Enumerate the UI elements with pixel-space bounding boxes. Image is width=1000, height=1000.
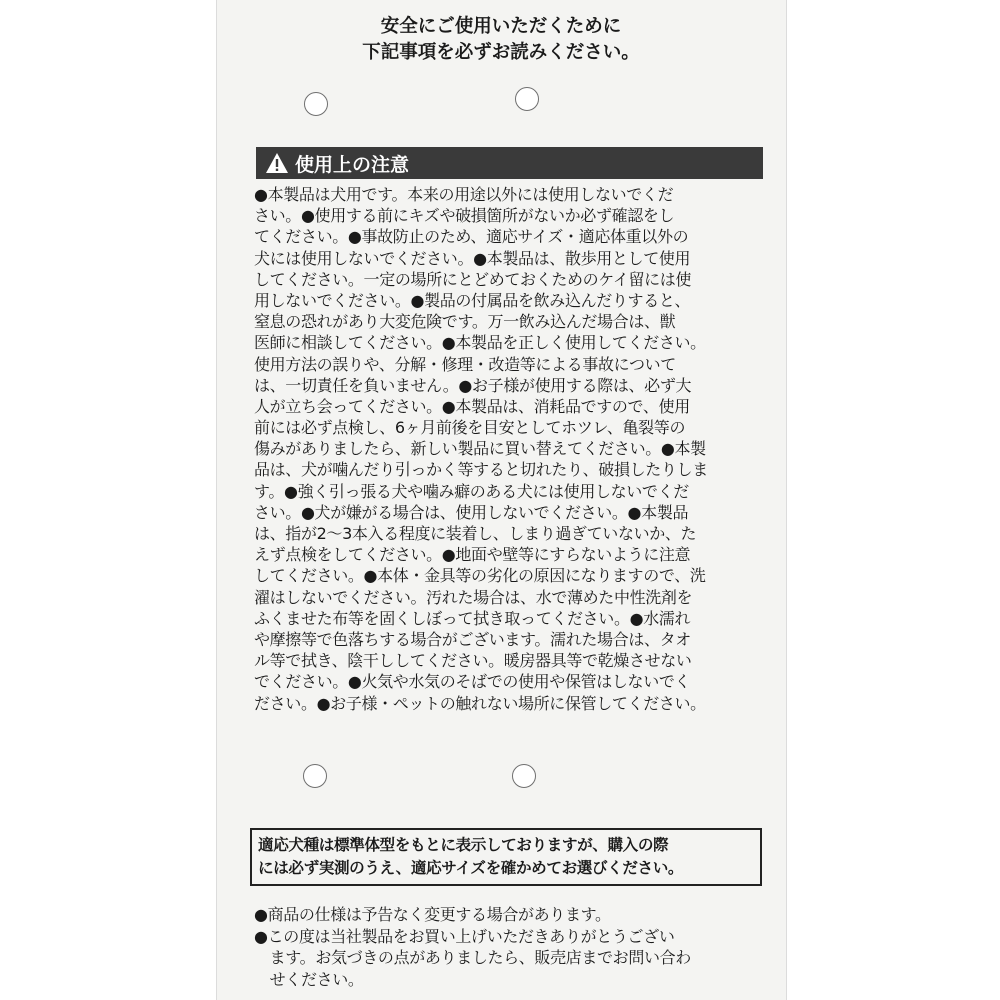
- caution-line: 傷みがありましたら、新しい製品に買い替えてください。●本製: [254, 439, 706, 459]
- caution-line: 使用方法の誤りや、分解・修理・改造等による事故について: [254, 354, 676, 374]
- punch-hole: [303, 764, 327, 788]
- caution-line: さい。●犬が嫌がる場合は、使用しないでください。●本製品: [254, 502, 689, 522]
- caution-line: は、一切責任を負いません。●お子様が使用する際は、必ず大: [254, 375, 692, 395]
- footer-line: せください。: [254, 969, 364, 989]
- size-fit-notice-box: [250, 828, 762, 886]
- caution-line: ださい。●お子様・ペットの触れない場所に保管してください。: [254, 693, 706, 713]
- punch-hole: [512, 764, 536, 788]
- caution-header-bar: [256, 147, 763, 179]
- caution-line: 品は、犬が噛んだり引っかく等すると切れたり、破損したりしま: [254, 460, 708, 480]
- caution-line: えず点検をしてください。●地面や壁等にすらないように注意: [254, 545, 691, 565]
- punch-hole: [515, 87, 539, 111]
- caution-line: してください。一定の場所にとどめておくためのケイ留には使: [254, 269, 692, 289]
- caution-line: は、指が2～3本入る程度に装着し、しまり過ぎていないか、た: [254, 524, 697, 543]
- caution-line: や摩擦等で色落ちする場合がございます。濡れた場合は、タオ: [254, 629, 691, 649]
- size-fit-notice-line-2: には必ず実測のうえ、適応サイズを確かめてお選びください。: [258, 859, 684, 877]
- caution-line: す。●強く引っ張る犬や噛み癖のある犬には使用しないでくだ: [254, 481, 689, 501]
- caution-line: ●本製品は犬用です。本来の用途以外には使用しないでくだ: [254, 185, 674, 204]
- card-right-edge: [786, 0, 787, 1000]
- warning-triangle-icon: [265, 152, 289, 174]
- caution-body-text: [254, 184, 768, 714]
- caution-title: 使用上の注意: [295, 153, 410, 176]
- safety-heading: [216, 14, 786, 66]
- safety-heading-line-2: 下記事項を必ずお読みください。: [362, 42, 640, 63]
- caution-line: でください。●火気や水気のそばでの使用や保管はしないでく: [254, 672, 691, 692]
- card-left-edge: [216, 0, 217, 1000]
- caution-line: 濯はしないでください。汚れた場合は、水で薄めた中性洗剤を: [254, 587, 693, 607]
- caution-line: 犬には使用しないでください。●本製品は、散歩用として使用: [254, 248, 691, 268]
- caution-line: ふくませた布等を固くしぼって拭き取ってください。●水濡れ: [254, 608, 691, 628]
- size-fit-notice-line-1: 適応犬種は標準体型をもとに表示しておりますが、購入の際: [258, 836, 669, 854]
- caution-line: 人が立ち会ってください。●本製品は、消耗品ですので、使用: [254, 396, 690, 416]
- caution-line: してください。●本体・金具等の劣化の原因になりますので、洗: [254, 566, 706, 586]
- caution-line: てください。●事故防止のため、適応サイズ・適応体重以外の: [254, 227, 689, 247]
- caution-line: ル等で拭き、陰干ししてください。暖房器具等で乾燥させない: [254, 651, 692, 671]
- caution-line: 前には必ず点検し、6ヶ月前後を目安としてホツレ、亀裂等の: [254, 418, 686, 438]
- footer-line: ●商品の仕様は予告なく変更する場合があります。: [254, 905, 611, 924]
- footer-line: ●この度は当社製品をお買い上げいただきありがとうござい: [254, 926, 675, 946]
- safety-heading-line-1: 安全にご使用いただくために: [380, 16, 622, 37]
- footer-line: ます。お気づきの点がありましたら、販売店までお問い合わ: [254, 948, 691, 967]
- footer-notes: [254, 904, 774, 990]
- punch-hole: [304, 92, 328, 116]
- caution-line: 用しないでください。●製品の付属品を飲み込んだりすると、: [254, 290, 691, 310]
- caution-line: 医師に相談してください。●本製品を正しく使用してください。: [254, 333, 706, 353]
- caution-line: さい。●使用する前にキズや破損箇所がないか必ず確認をし: [254, 206, 675, 226]
- caution-line: 窒息の恐れがあり大変危険です。万一飲み込んだ場合は、獣: [254, 312, 676, 332]
